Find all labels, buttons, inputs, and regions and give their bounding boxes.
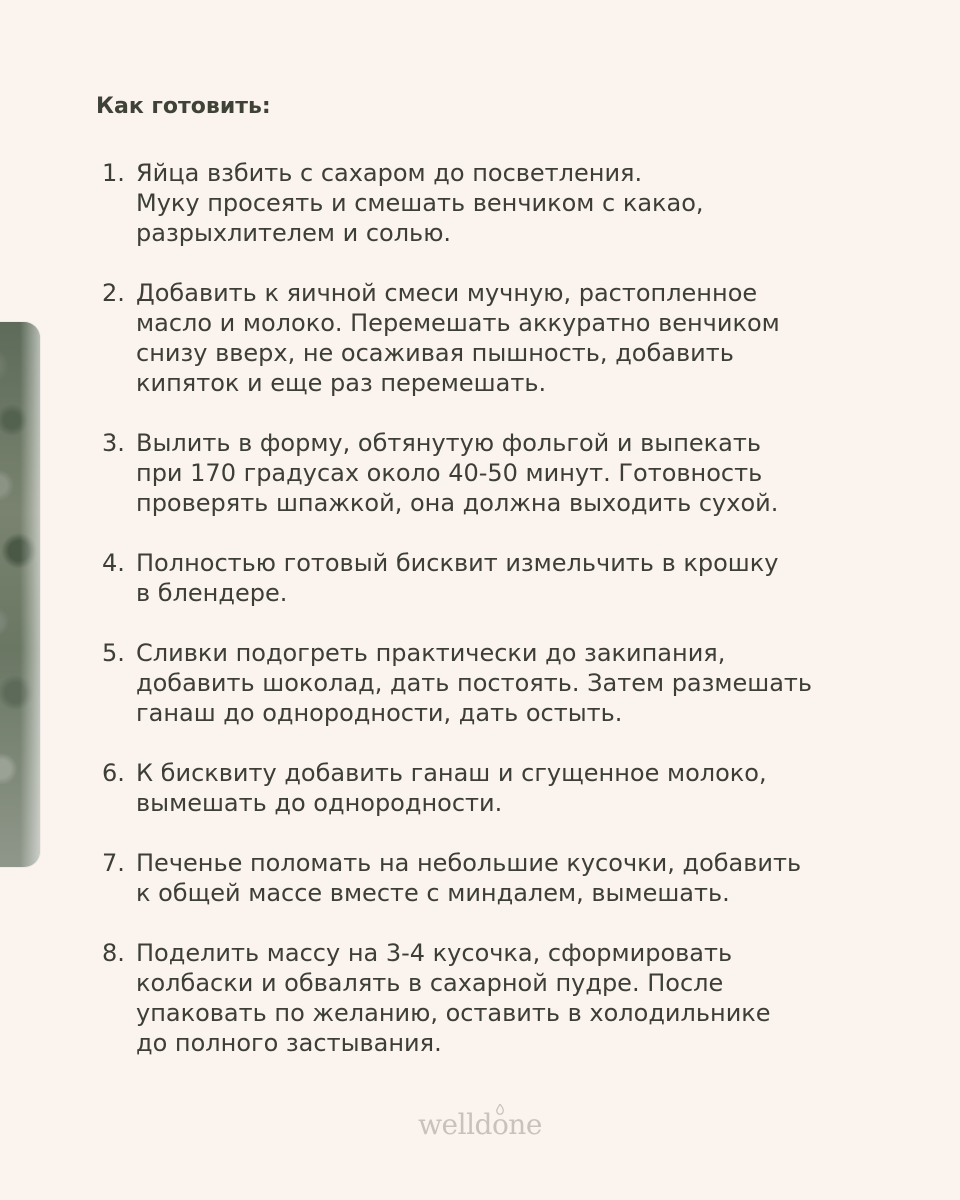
- recipe-instructions: [96, 92, 876, 1088]
- step-line: Поделить массу на 3-4 кусочка, сформировать: [136, 939, 733, 967]
- step-line: ганаш до однородности, дать остыть.: [136, 699, 623, 727]
- step-text: [136, 938, 876, 1058]
- step-line: Вылить в форму, обтянутую фольгой и выпекать: [136, 429, 762, 457]
- step-number: 1.: [102, 159, 125, 187]
- step-number: 8.: [102, 939, 125, 967]
- step-line: Сливки подогреть практически до закипания,: [136, 639, 726, 667]
- section-heading: Как готовить:: [96, 94, 271, 119]
- step-number: 6.: [102, 759, 125, 787]
- step-line: разрыхлителем и солью.: [136, 219, 452, 247]
- step-text: [136, 428, 876, 518]
- step-line: Добавить к яичной смеси мучную, растопленное: [136, 279, 758, 307]
- step-item: [96, 638, 876, 728]
- step-item: [96, 548, 876, 608]
- step-text: [136, 638, 876, 728]
- step-line: при 170 градусах около 40-50 минут. Готовность: [136, 459, 763, 487]
- step-line: упаковать по желанию, оставить в холодильнике: [136, 999, 771, 1027]
- step-line: Полностью готовый бисквит измельчить в крошку: [136, 549, 779, 577]
- flame-icon: [495, 1104, 505, 1116]
- step-number: 3.: [102, 429, 125, 457]
- step-line: колбаски и обвалять в сахарной пудре. После: [136, 969, 724, 997]
- steps-list: [96, 158, 876, 1058]
- step-line: Яйца взбить с сахаром до посветления.: [136, 159, 643, 187]
- step-item: [96, 758, 876, 818]
- step-line: добавить шоколад, дать постоять. Затем размешать: [136, 669, 813, 697]
- step-text: [136, 848, 876, 908]
- step-item: [96, 158, 876, 248]
- step-line: кипяток и еще раз перемешать.: [136, 369, 547, 397]
- step-item: [96, 428, 876, 518]
- step-item: [96, 278, 876, 398]
- step-item: [96, 938, 876, 1058]
- step-number: 7.: [102, 849, 125, 877]
- step-line: к общей массе вместе с миндалем, вымешать.: [136, 879, 730, 907]
- step-number: 4.: [102, 549, 125, 577]
- step-line: проверять шпажкой, она должна выходить сухой.: [136, 489, 779, 517]
- step-number: 2.: [102, 279, 125, 307]
- step-line: Муку просеять и смешать венчиком с какао,: [136, 189, 704, 217]
- step-number: 5.: [102, 639, 125, 667]
- welldone-logo: welldone: [418, 1108, 542, 1141]
- step-line: К бисквиту добавить ганаш и сгущенное молоко,: [136, 759, 767, 787]
- step-line: в блендере.: [136, 579, 288, 607]
- step-text: [136, 758, 876, 818]
- step-line: до полного застывания.: [136, 1029, 442, 1057]
- step-line: масло и молоко. Перемешать аккуратно венчиком: [136, 309, 780, 337]
- step-line: Печенье поломать на небольшие кусочки, добавить: [136, 849, 802, 877]
- step-text: [136, 278, 876, 398]
- step-item: [96, 848, 876, 908]
- photo-card-partial: [0, 322, 40, 867]
- step-line: вымешать до однородности.: [136, 789, 503, 817]
- step-text: [136, 548, 876, 608]
- step-line: снизу вверх, не осаживая пышность, добавить: [136, 339, 734, 367]
- step-text: [136, 158, 876, 248]
